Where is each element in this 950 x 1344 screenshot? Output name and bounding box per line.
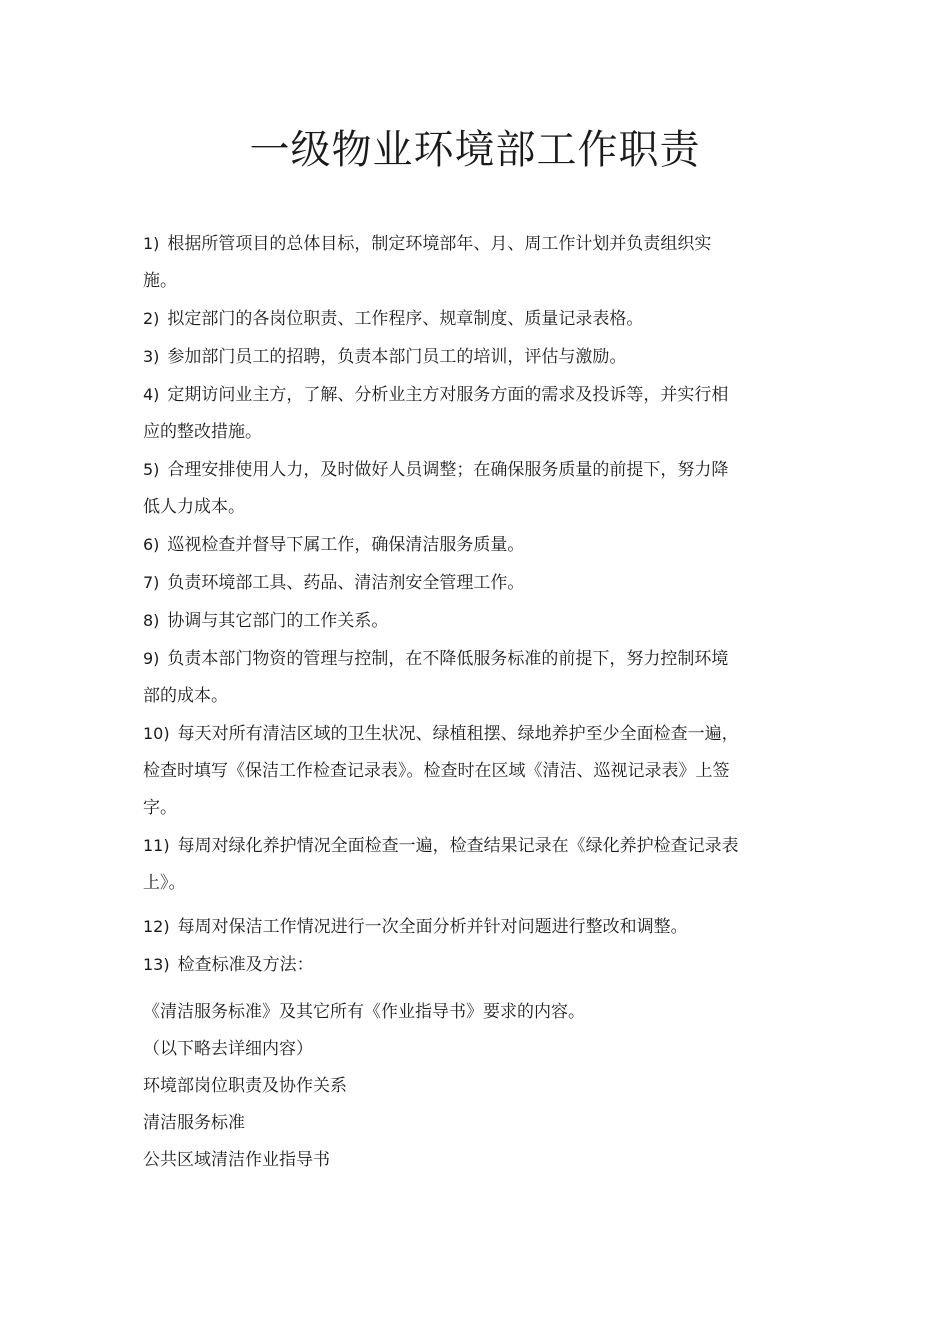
omitted-note: （以下略去详细内容）	[143, 1039, 313, 1059]
list-item	[143, 225, 815, 263]
list-item	[143, 526, 815, 564]
item-number: 8)	[143, 611, 160, 630]
list-item	[143, 451, 815, 489]
list-item	[143, 338, 815, 376]
item-number: 7)	[143, 573, 160, 592]
list-item-continuation: 检查时填写《保洁工作检查记录表》。检查时在区域《清洁、巡视记录表》上签	[143, 761, 730, 781]
list-item-continuation: 字。	[143, 798, 177, 818]
item-text: 检查标准及方法：	[177, 955, 314, 975]
item-text: 负责环境部工具、药品、清洁剂安全管理工作。	[167, 573, 525, 593]
item-text: 巡视检查并督导下属工作，确保清洁服务质量。	[167, 535, 525, 555]
list-item-continuation: 低人力成本。	[143, 497, 245, 517]
item-number: 6)	[143, 535, 160, 554]
standards-line: 《清洁服务标准》及其它所有《作业指导书》要求的内容。	[143, 1002, 585, 1022]
item-number: 4)	[143, 385, 160, 404]
list-item-continuation: 应的整改措施。	[143, 422, 262, 442]
section-heading-guide: 公共区域清洁作业指导书	[143, 1150, 330, 1170]
list-item	[143, 602, 815, 640]
list-item	[143, 640, 815, 678]
item-number: 5)	[143, 460, 160, 479]
list-item	[143, 946, 815, 984]
item-number: 1)	[143, 234, 160, 253]
item-text: 每天对所有清洁区域的卫生状况、绿植租摆、绿地养护至少全面检查一遍，	[177, 724, 739, 744]
item-number: 10)	[143, 724, 170, 743]
item-text: 参加部门员工的招聘，负责本部门员工的培训，评估与激励。	[167, 347, 627, 367]
item-text: 定期访问业主方，了解、分析业主方对服务方面的需求及投诉等，并实行相	[167, 385, 729, 405]
list-item-continuation: 部的成本。	[143, 686, 228, 706]
section-heading-standards: 清洁服务标准	[143, 1113, 245, 1133]
item-number: 11)	[143, 836, 170, 855]
item-number: 12)	[143, 917, 170, 936]
item-text: 合理安排使用人力，及时做好人员调整；在确保服务质量的前提下，努力降	[167, 460, 729, 480]
item-text: 协调与其它部门的工作关系。	[167, 611, 389, 631]
item-number: 3)	[143, 347, 160, 366]
list-item-continuation: 上》。	[143, 873, 186, 893]
item-text: 负责本部门物资的管理与控制，在不降低服务标准的前提下，努力控制环境	[167, 649, 729, 669]
item-text: 拟定部门的各岗位职责、工作程序、规章制度、质量记录表格。	[167, 309, 644, 329]
item-text: 每周对绿化养护情况全面检查一遍，检查结果记录在《绿化养护检查记录表	[177, 836, 739, 856]
list-item	[143, 300, 815, 338]
item-number: 2)	[143, 309, 160, 328]
section-heading-roles: 环境部岗位职责及协作关系	[143, 1076, 347, 1096]
duties-list	[143, 225, 815, 1179]
item-text: 每周对保洁工作情况进行一次全面分析并针对问题进行整改和调整。	[177, 917, 688, 937]
list-item-continuation: 施。	[143, 271, 177, 291]
list-item	[143, 827, 815, 865]
item-number: 9)	[143, 649, 160, 668]
document-title: 一级物业环境部工作职责	[249, 127, 701, 173]
list-item	[143, 564, 815, 602]
list-item	[143, 715, 815, 753]
list-item	[143, 376, 815, 414]
list-item	[143, 908, 815, 946]
item-number: 13)	[143, 955, 170, 974]
item-text: 根据所管项目的总体目标，制定环境部年、月、周工作计划并负责组织实	[167, 234, 712, 254]
